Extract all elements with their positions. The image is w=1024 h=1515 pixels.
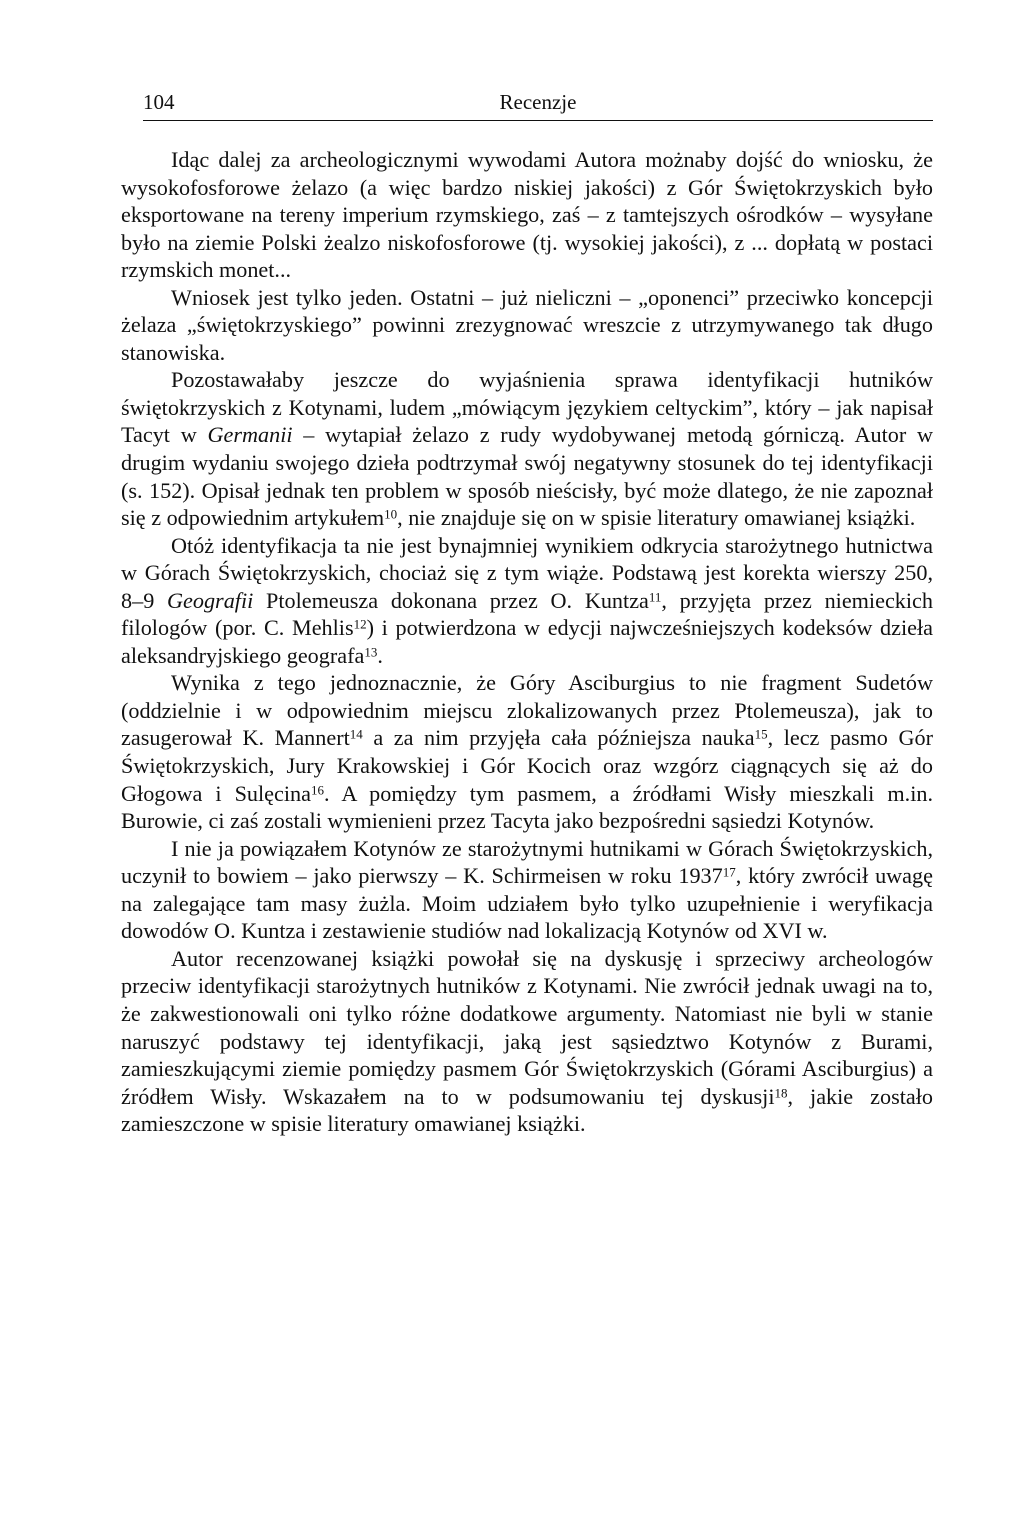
paragraph-1	[121, 146, 933, 284]
paragraph-4	[121, 532, 933, 670]
paragraph-4-italic-title: Geografii	[167, 587, 254, 613]
paragraph-2	[121, 284, 933, 367]
paragraph-3	[121, 366, 933, 531]
paragraph-4-part2: Ptolemeusza dokonana przez O. Kuntza	[253, 587, 649, 613]
page-number: 104	[143, 90, 175, 114]
paragraph-6-part1: I nie ja powiązałem Kotynów ze starożytnymi hutnikami w Górach Świętokrzyskich, uczynił to bowiem – jako pierwszy – K. Schirmeisen w roku 1937	[121, 835, 933, 889]
paragraph-4-part1: Otóż identyfikacja ta nie jest bynajmniej wynikiem odkrycia starożytnego hutnictwa w Górach Świętokrzyskich, chociaż się z tym wiąże. Podstawą jest korekta wierszy 250, 8–9	[121, 532, 933, 613]
footnote-ref-12[interactable]: 12	[353, 616, 367, 632]
paragraph-6	[121, 835, 933, 945]
paragraph-3-part2: – wytapiał żelazo z rudy wydobywanej metodą górniczą. Autor w drugim wydaniu swojego dzieła podtrzymał swój negatywny stosunek do tej identyfikacji (s. 152). Opisał jednak ten problem w sposób nieścisły, być może dlatego, że nie zapoznał się z odpowiednim artykułem	[121, 422, 934, 531]
footnote-ref-17[interactable]: 17	[722, 864, 736, 880]
paragraph-3-part1: Pozostawałaby jeszcze do wyjaśnienia sprawa identyfikacji hutników świętokrzyskich z Kotynami, ludem „mówiącym językiem celtyckim”, który – jak napisał Tacyt w	[121, 367, 933, 448]
footnote-ref-16[interactable]: 16	[310, 782, 324, 798]
paragraph-5-part1: Wynika z tego jednoznacznie, że Góry Asciburgius to nie fragment Sudetów (oddzielnie i w odpowiednim miejscu zlokalizowanych przez Ptolemeusza), jak to zasugerował K. Mannert	[121, 670, 933, 751]
paragraph-7	[121, 945, 933, 1138]
paragraph-7-part1: Autor recenzowanej książki powołał się na dyskusję i sprzeciwy archeologów przeciw identyfikacji starożytnych hutników z Kotynami. Nie zwrócił jednak uwagi na to, że zakwestionowali oni tylko różne dodatkowe argumenty. Natomiast nie byli w stanie naruszyć podstawy tej identyfikacji, jaką jest sąsiedztwo Kotynów z Burami, zamieszkującymi ziemie pomiędzy pasmem Gór Świętokrzyskich (Górami Asciburgius) a źródłem Wisły. Wskazałem na to w podsumowaniu tej dyskusji	[121, 945, 933, 1109]
paragraph-5	[121, 669, 933, 834]
paragraph-5-part4: . A pomiędzy tym pasmem, a źródłami Wisły mieszkali m.in. Burowie, ci zaś zostali wymienieni przez Tacyta jako bezpośredni sąsiedzi Kotynów.	[121, 780, 933, 834]
paragraph-4-part5: .	[377, 642, 383, 668]
footnote-ref-18[interactable]: 18	[774, 1085, 788, 1101]
paragraph-3-italic-title: Germanii	[207, 422, 293, 448]
footnote-ref-15[interactable]: 15	[754, 726, 768, 742]
paragraph-6-part2: , który zwrócił uwagę na zalegające tam masy żużla. Moim udziałem było tylko uzupełnienie i weryfikacja dowodów O. Kuntza i zestawienie studiów nad lokalizacją Kotynów od XVI w.	[121, 863, 933, 944]
running-title: Recenzje	[499, 90, 577, 114]
footnote-ref-10[interactable]: 10	[384, 506, 398, 522]
paragraph-4-part4: ) i potwierdzona w edycji najwcześniejszych kodeksów dzieła aleksandryjskiego geografa	[121, 615, 933, 668]
footnote-ref-14[interactable]: 14	[349, 726, 363, 742]
paragraph-3-part3: , nie znajduje się on w spisie literatury omawianej książki.	[397, 505, 916, 531]
paragraph-1-text: Idąc dalej za archeologicznymi wywodami Autora możnaby dojść do wniosku, że wysokofosforowe żelazo (a więc bardzo niskiej jakości) z Gór Świętokrzyskich było eksportowane na tereny imperium rzymskiego, zaś – z tamtejszych ośrodków – wysyłane było na ziemie Polski żealzo niskofosforowe (tj. wysokiej jakości), z ... dopłatą w postaci rzymskich monet...	[121, 147, 933, 283]
paragraph-5-part3: , lecz pasmo Gór Świętokrzyskich, Jury Krakowskiej i Gór Kocich oraz wzgórz ciągnących się aż do Głogowa i Sulęcina	[121, 725, 933, 806]
paragraph-5-part2: a za nim przyjęła cała późniejsza nauka	[362, 725, 755, 751]
footnote-ref-13[interactable]: 13	[364, 644, 378, 660]
footnote-ref-11[interactable]: 11	[648, 589, 662, 605]
paragraph-4-part3: , przyjęta przez niemieckich filologów (por. C. Mehlis	[121, 587, 933, 641]
page-header	[143, 84, 933, 121]
paragraph-2-text: Wniosek jest tylko jeden. Ostatni – już nieliczni – „oponenci” przeciwko koncepcji żelaza „świętokrzyskiego” powinni zrezygnować wreszcie z utrzymywanego tak długo stanowiska.	[121, 284, 933, 365]
article-body	[121, 146, 933, 1138]
paragraph-7-part2: , jakie zostało zamieszczone w spisie literatury omawianej książki.	[121, 1083, 933, 1137]
